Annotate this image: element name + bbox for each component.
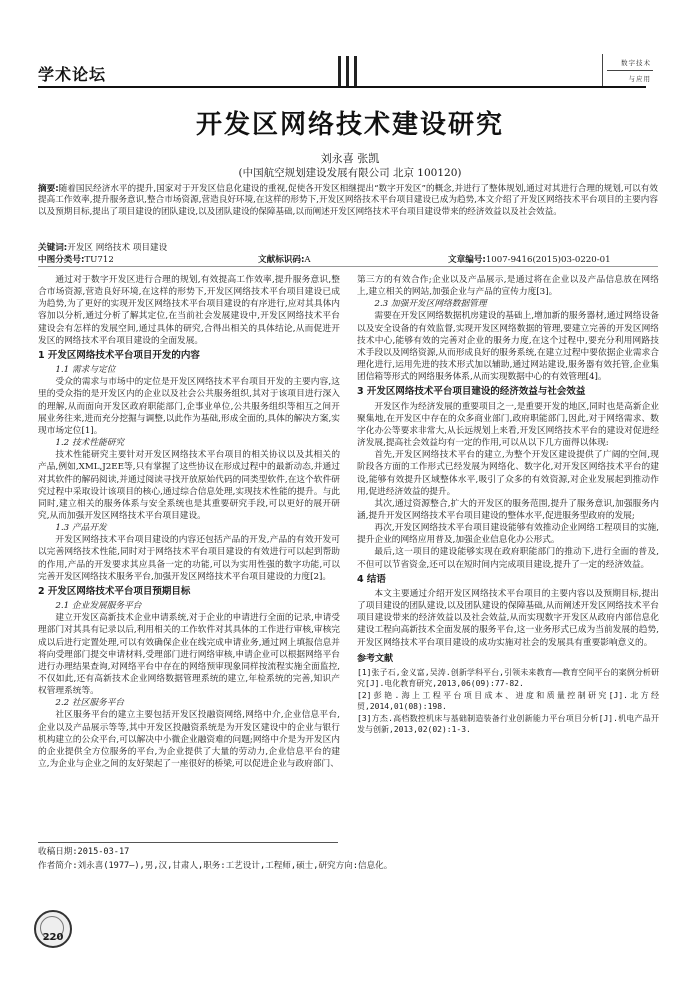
section-label: 学术论坛 [38,65,107,84]
paragraph: 技术性能研究主要针对开发区网络技术平台项目的相关协议以及其相关的产品,例如,XML,J2EE等,只有掌握了这些协议在形成过程中的最新动态,并通过对其软件的解码阅读,并通过阅读寻找开放原始代码的同类型软件,在这个软件研究过程中采取设计该项目的核心,通过综合信息处理,实现技术性能的提升。与此同时,建立相关的服务体系与安全系统也是其重要研究手段,可以更好的展开研究,从而加强开发区网络技术平台项目建设。 [38,450,340,521]
section-heading: 4 结语 [357,573,386,585]
keywords-text: 开发区 网络技术 项目建设 [67,243,168,253]
page-number: 220 [42,932,64,943]
abstract-rule [38,266,658,267]
article-title: 开发区网络技术建设研究 [195,110,504,140]
paragraph: 需要在开发区网络数据机房建设的基础上,增加新的服务器材,通过网络设备以及安全设备的有效监督,实现开发区网络数据的管理,要建立完善的开发区网络技术中心,能够有效的完善对企业的服务力度,在这个过程中,要充分利用网路技术手段以及网络资源,从而形成良好的服务系统,在建立过程中要依据企业需求合理化进行,运用先进的技术形式加以辅助,通过网站建设,服务器有效托管,企业集团信箱等形式的网络服务体系,从而实现数据中心的有效管理[4]。 [357,311,659,383]
intro-paragraph: 通过对于数字开发区进行合理的规划,有效提高工作效率,提升服务意识,整合市场资源,营造良好环境,在这样的形势下,开发区网络技术平台项目建设已成为趋势,为了更好的实现开发区网络技术平台项目建设的有序进行,应对其具体内容加以分析,通过分析了解其定位,在当前社会发展建设中,开发区网络技术平台建设会有怎样的发展空间,通过具体的研究,合得出相关的具体结论,从而促进开发区的网络技术平台项目建设的全面发展。 [38,275,340,346]
subsection-heading: 2.3 加强开发区网络数据管理 [374,299,487,310]
abstract-text: 随着国民经济水平的提升,国家对于开发区信息化建设的重视,促使各开发区相继提出“数字开发区”的概念,并进行了整体规划,通过对其进行合理的规划,可以有效提高工作效率,提升服务意识,整合市场资源,营造良好环境,在这样的形势下,开发区网络技术平台项目建设已成为趋势,本文介绍了开发区网络技术平台项目的主要内容以及预期目标,提出了项目建设的团队建设,以及团队建设的保障基础,以而阐述开发区网络技术平台项目建设带来的经济效益以及社会效益。 [38,184,658,217]
journal-badge [602,54,653,88]
paragraph: 第三方的有效合作;企业以及产品展示,是通过将在企业以及产品信息放在网络上,建立相关的网站,加强企业与产品的宣传力度[3]。 [357,275,659,298]
subsection-heading: 1.2 技术性能研究 [55,438,125,449]
reference-item: [2]彭艳.海上工程平台项目成本、进度和质量控制研究[J].北方经贸,2014,01(08):198. [357,690,659,712]
paragraph: 开发区作为经济发展的重要项目之一,是重要开发的地区,同时也是高新企业聚集地,在开发区中存在的众多商业部门,政府职能部门,因此,对于网络需求、数字化办公等要求非常大,从长远规划上来看,开发区网络技术平台的建设对促进经济发展,提高社会效益均有一定的作用,可以从以下几方面得以体现: [357,401,659,449]
subsection-heading: 2.1 企业发展服务平台 [55,601,142,612]
page-number-badge [34,910,72,948]
keywords [38,241,167,253]
section-heading: 3 开发区网络技术平台项目建设的经济效益与社会效益 [357,386,586,398]
article-number: 文章编号:1007-9416(2015)03-0220-01 [448,255,611,265]
clc-number: 中图分类号:TU712 [38,255,114,265]
author-bio: 作者简介:刘永喜(1977—),男,汉,甘肃人,职务:工艺设计,工程师,硕士,研究方向:信息化。 [38,861,393,871]
journal-badge-bottom: 与应用 [628,75,651,83]
keywords-label: 关键词: [38,243,68,253]
paragraph: 再次,开发区网络技术平台项目建设能够有效推动企业网络工程项目的实施,提升企业的网络应用普及,加强企业信息化办公形式。 [357,523,659,546]
abstract-label: 摘要: [38,184,59,194]
subsection-heading: 2.2 社区服务平台 [55,698,125,709]
article-affiliation: (中国航空规划建设发展有限公司 北京 100120) [238,167,462,179]
journal-badge-top: 数字技术 [621,59,651,67]
document-code: 文献标识码:A [258,255,311,265]
journal-header [0,0,700,96]
paragraph: 其次,通过资源整合,扩大的开发区的服务范围,提升了服务意识,加强服务内涵,提升开发区网络技术平台项目建设的整体水平,促进服务型政府的发展; [357,498,659,521]
received-date: 收稿日期:2015-03-17 [38,847,130,857]
section-heading: 1 开发区网络技术平台项目开发的内容 [38,349,200,361]
reference-item: [3]方杰.高档数控机床与基础制造装备行业创新能力平台项目分析[J].机电产品开发与创新,2013,02(02):1-3. [357,713,659,735]
subsection-heading: 1.1 需求与定位 [55,365,116,376]
paragraph: 首先,开发区网络技术平台的建立,为整个开发区建设提供了广阔的空间,现阶段各方面的工作形式已经发展为网络化、数字化,对开发区网络技术平台的建设,能够有效提升区域整体水平,吸引了众多的有效资源,对企业发展起到推动作用,促进经济效益的提升。 [357,450,659,497]
reference-item: [1]张子石,金义富,吴涛.创新学科平台,引领未来教育——教育空间平台的案例分析研究[J].电化教育研究,2013,06(09):77-82. [357,667,659,689]
references-heading: 参考文献 [357,653,394,664]
footnote-rule [38,842,338,843]
paragraph: 建立开发区高新技术企业申请系统,对于企业的申请进行全面的记录,申请受理部门对其具有记录以后,利用相关的工作软件对其具体的工作进行审核,审核完成以后进行定置处理,可以有效确保企业在线完成申请业务,通过网上填报信息并将向受理部门提交申请材料,受理部门进行网络审核,申请企业可以根据网络平台进行办理结果查询,对网络平台中存在的网络预审现象同样按流程实施全面监控,不仅如此,还有高新技术企业网络数据管理系统的建立,年检系统的完善,知识产权管理系统等。 [38,613,340,697]
header-decoration-bars [338,56,362,88]
left-column [38,274,340,770]
section-heading: 2 开发区网络技术平台项目预期目标 [38,585,191,597]
header-rule [38,86,646,88]
paragraph: 社区服务平台的建立主要包括开发区投融资网络,网络中介,企业信息平台,企业以及产品展示等等,其中开发区投融资系统是为开发区建设中的企业与银行机构建立的公众平台,可以解决中小微企业融资难的问题;网络中介是为开发区内的企业提供全方位服务的平台,为企业提供了大量的劳动力,企业信息平台的建立,为企业与企业之间的友好架起了一座很好的桥梁,可以促进企业与政府部门、 [38,710,340,770]
paragraph: 最后,这一项目的建设能够实现在政府职能部门的推动下,进行全面的普及,不但可以节省资金,还可以在短时间内完成项目建设,提升了一定的经济效益。 [357,547,659,570]
paragraph: 开发区网络技术平台项目建设的内容还包括产品的开发,产品的有效开发可以完善网络技术性能,同时对于网络技术平台项目建设的有效进行可以起到帮助的作用,产品的开发要求其应具备一定的功能,可以为实用性强的数字功能,可以完善开发区网络技术服务平台,加强开发区网络技术平台项目建设的力度[2]。 [38,535,340,582]
right-column [357,274,659,736]
abstract [38,184,658,218]
paragraph: 受众的需求与市场中的定位是开发区网络技术平台项目开发的主要内容,这里的受众指的是开发区内的企业以及社会公共服务组织,其对于该项目进行深入的理解,从而面向开发区政府职能部门,企事业单位,公共服务组织等相互之间开展业务往来,进而充分挖掘与调整,以此作为基础,形成全面的,具体的解决方案,实现市场定位[1]。 [38,377,340,436]
subsection-heading: 1.3 产品开发 [55,523,107,534]
paragraph: 本文主要通过介绍开发区网络技术平台项目的主要内容以及预期目标,提出了项目建设的团队建设,以及团队建设的保障基础,从而阐述开发区网络技术平台项目建设带来的经济效益以及社会效益,从而实现数字开发区从政府内部信息化建设工程向高新技术全面发展的服务平台,这一业务形式已成为当前发展的趋势,开发区网络技术平台项目建设的成功实施对社会的发展具有重要影响意义的。 [357,588,659,648]
article-authors: 刘永喜 张凯 [320,152,380,165]
